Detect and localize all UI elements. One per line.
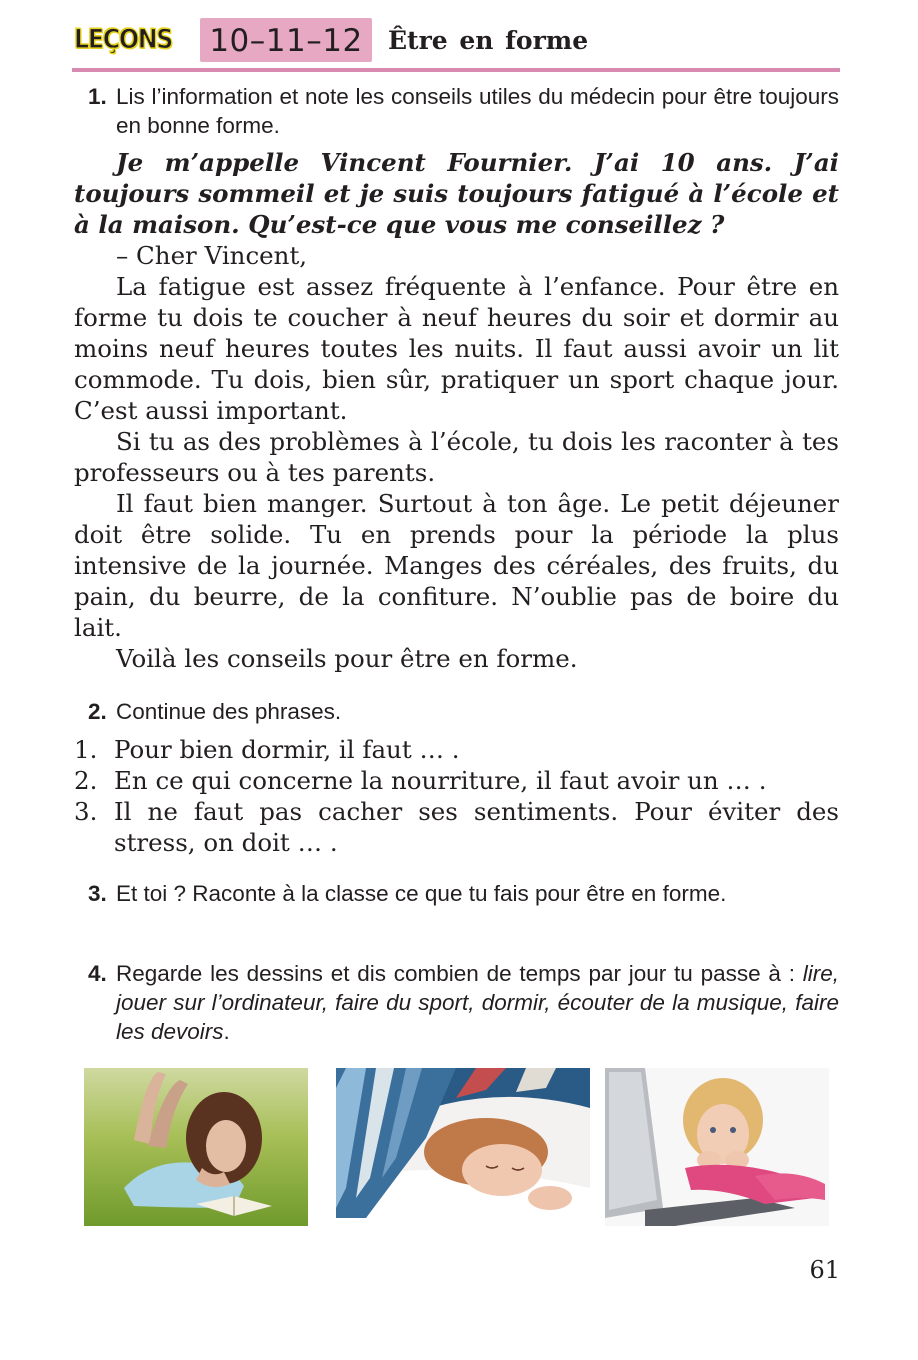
lesson-header xyxy=(72,18,842,64)
letter-salutation: – Cher Vincent, xyxy=(116,241,308,270)
list-item: 3. Il ne faut pas cacher ses sentiments. Pour éviter des stress, on doit … . xyxy=(74,797,839,857)
girl-at-laptop-photo xyxy=(605,1068,829,1226)
exercise-instruction: Continue des phrases. xyxy=(116,699,342,724)
letter-question: Je m’appelle Vincent Fournier. J’ai 10 ans. J’ai toujours sommeil et je suis toujours fatigué à l’école et à la maison. Qu’est-ce que vous me conseillez ? xyxy=(74,148,839,239)
lecons-label: LEÇONS xyxy=(74,24,173,55)
letter-paragraph: La fatigue est assez fréquente à l’enfance. Pour être en forme tu dois te coucher à neuf heures du soir et dormir au moins neuf heures toutes les nuits. Il faut aussi avoir un lit commode. Tu dois, bien sûr, pratiquer un sport chaque jour. C’est aussi important. xyxy=(74,272,839,425)
list-item: 1. Pour bien dormir, il faut … . xyxy=(74,735,460,764)
header-divider xyxy=(72,68,840,72)
letter-paragraph: Si tu as des problèmes à l’école, tu dois les raconter à tes professeurs ou à tes parents. xyxy=(74,427,839,487)
exercise-instruction: Regarde les dessins et dis combien de temps par jour tu passe à : lire, jouer sur l’ordinateur, faire du sport, dormir, écouter de la musique, faire les devoirs. xyxy=(116,961,839,1044)
exercise-number: 2. xyxy=(88,699,107,724)
exercise-instruction: Et toi ? Raconte à la classe ce que tu fais pour être en forme. xyxy=(116,881,727,906)
letter-block xyxy=(74,147,839,674)
girl-sleeping-under-blanket-photo xyxy=(336,1068,590,1226)
lesson-numbers-badge: 10–11–12 xyxy=(200,18,372,62)
page-number: 61 xyxy=(809,1256,840,1284)
exercise-number: 4. xyxy=(88,961,107,986)
exercise-number: 1. xyxy=(88,84,107,109)
lesson-title: Être en forme xyxy=(388,26,589,55)
woman-reading-on-grass-photo xyxy=(84,1068,308,1226)
exercise-4 xyxy=(74,959,839,1046)
letter-closing: Voilà les conseils pour être en forme. xyxy=(116,644,578,673)
exercise-2 xyxy=(74,697,839,726)
exercise-instruction: Lis l’information et note les conseils utiles du médecin pour être toujours en bonne forme. xyxy=(116,84,839,138)
exercise-number: 3. xyxy=(88,881,107,906)
list-item: 2. En ce qui concerne la nourriture, il faut avoir un … . xyxy=(74,766,767,795)
sentence-list xyxy=(74,734,839,858)
letter-paragraph: Il faut bien manger. Surtout à ton âge. Le petit déjeuner doit être solide. Tu en prends pour la période la plus intensive de la journée. Manges des céréales, des fruits, du pain, du beurre, de la confiture. N’oublie pas de boire du lait. xyxy=(74,489,839,642)
exercise-1 xyxy=(74,82,839,140)
exercise-3 xyxy=(74,879,839,908)
